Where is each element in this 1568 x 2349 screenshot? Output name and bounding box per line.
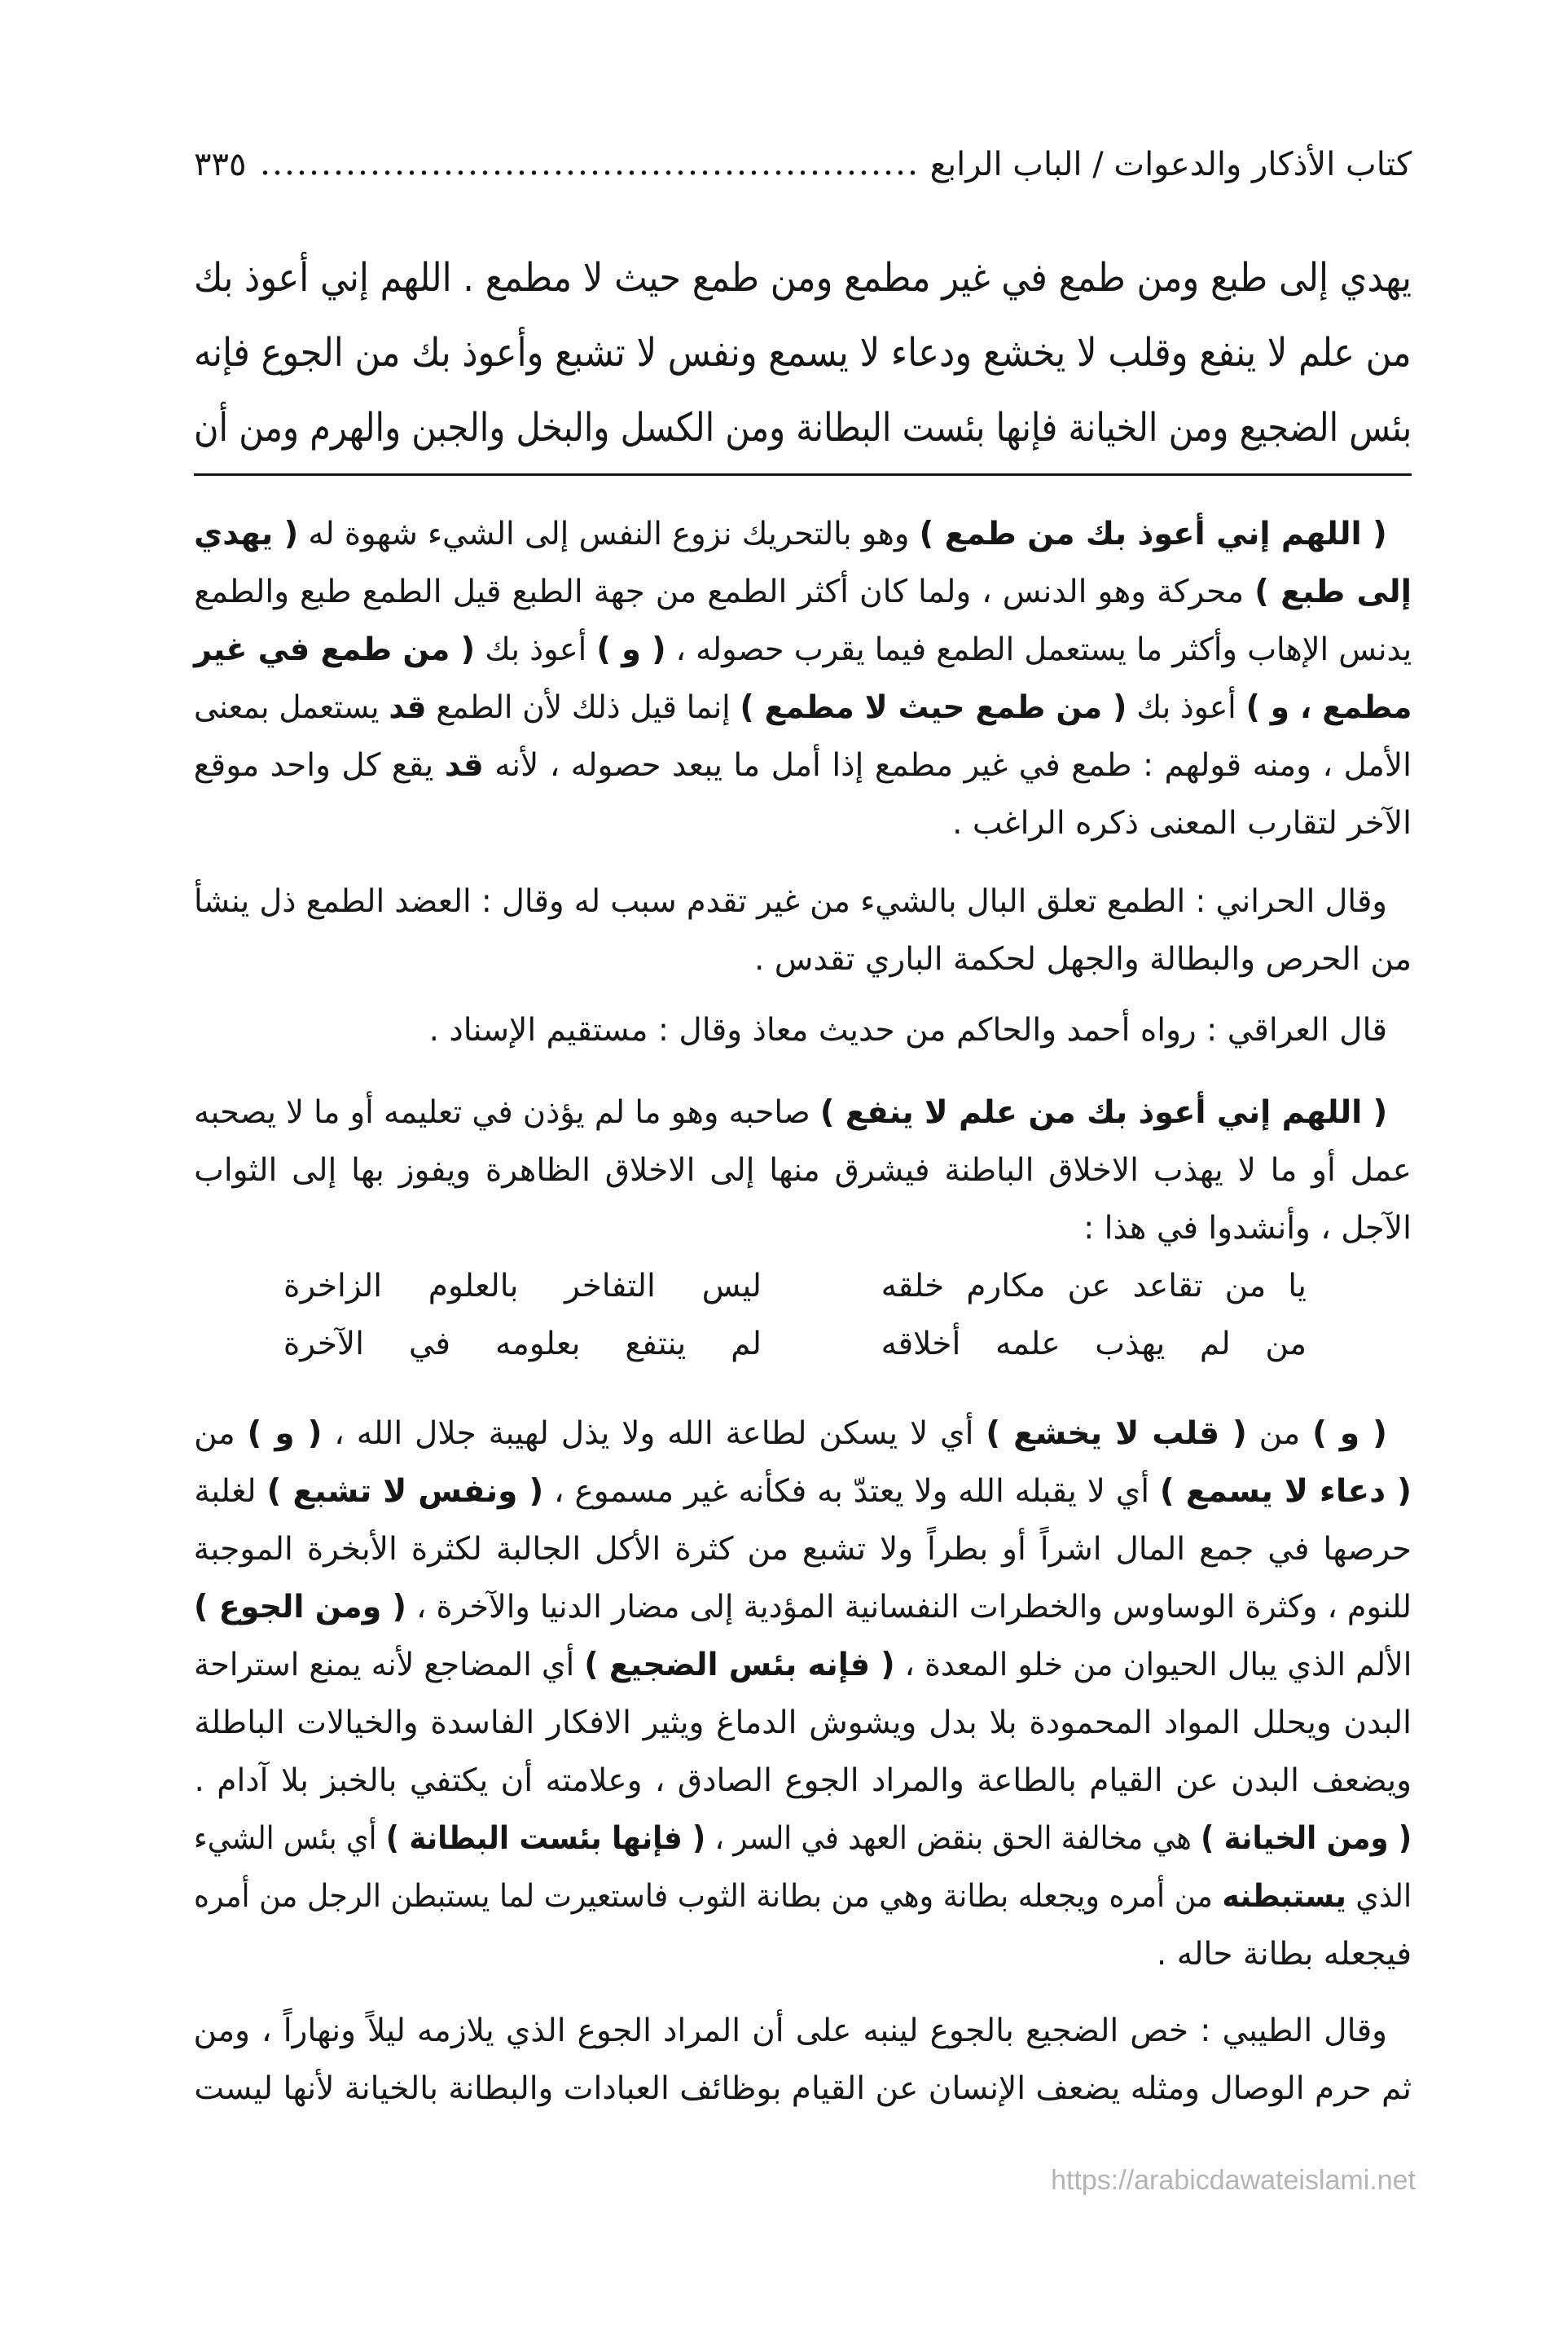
line-text — [194, 1636, 1412, 1694]
line-text — [194, 621, 1412, 679]
commentary-line — [194, 679, 1412, 737]
commentary-paragraph — [194, 2002, 1412, 2118]
commentary-text: من أمره ويجعله بطانة وهي من بطانة الثوب فاستعيرت لما يستبطن الرجل من أمره — [193, 1878, 1223, 1915]
commentary-paragraph — [194, 1001, 1412, 1059]
line-text — [194, 563, 1412, 621]
commentary-text: أعوذ بك — [474, 631, 597, 668]
commentary-text: من — [1246, 1415, 1313, 1452]
commentary-text: ويضعف البدن عن القيام بالطاعة والمراد الجوع الصادق ، وعلامته أن يكتفي بالخبز بلا آدام . — [194, 1762, 1412, 1799]
hemistich-text: من لم يهذب علمه أخلاقه — [881, 1326, 1307, 1362]
commentary-line — [194, 1084, 1387, 1142]
commentary-paragraph — [194, 505, 1412, 852]
line-text — [194, 679, 1412, 737]
watermark-url: https://arabicdawateislami.net — [1051, 2165, 1416, 2196]
commentary-line — [194, 737, 1412, 794]
hemistich-text: ليس التفاخر بالعلوم الزاخرة — [283, 1268, 762, 1304]
commentary-text: لغلبة — [194, 1473, 267, 1510]
line-text — [194, 1463, 1412, 1520]
poem-first-hemistich — [881, 1315, 1307, 1373]
line-text: من علم لا ينفع وقلب لا يخشع ودعاء لا يسمع ونفس لا تشبع وأعوذ بك من الجوع فإنه — [194, 330, 1412, 376]
commentary-paragraph — [194, 1084, 1412, 1257]
commentary-line — [194, 2060, 1412, 2118]
line-text — [194, 505, 1387, 563]
commentary-line — [194, 1405, 1387, 1463]
commentary-line — [194, 930, 1412, 988]
line-text — [194, 737, 1412, 794]
commentary-line — [194, 1463, 1412, 1520]
chapter-title: كتاب الأذكار والدعوات / الباب الرابع — [929, 146, 1412, 183]
commentary-line — [194, 2002, 1387, 2060]
commentary-line — [194, 563, 1412, 621]
matn-quote: ( فإنها بئست البطانة ) — [385, 1820, 706, 1857]
line-text — [195, 1752, 1412, 1810]
matn-quote: مطمع ، و ) — [1245, 689, 1412, 726]
commentary-text: من — [194, 1415, 248, 1452]
running-header — [194, 142, 1412, 187]
commentary-text: للنوم ، وكثرة الوساوس والخطرات النفسانية المؤدية إلى مضار الدنيا والآخرة ، — [406, 1589, 1412, 1625]
poem-verse — [194, 1257, 1412, 1315]
commentary-line — [194, 1001, 1387, 1059]
matn-quote: ( دعاء لا يسمع ) — [1159, 1473, 1412, 1510]
commentary-text: صاحبه وهو ما لم يؤذن في تعليمه أو ما لا يصحبه — [193, 1094, 820, 1131]
commentary-line — [194, 505, 1387, 563]
dot-leader — [259, 169, 916, 176]
matn-quote: إلى طبع ) — [1254, 574, 1412, 610]
commentary-text: الآخر لتقارب المعنى ذكره الراغب . — [952, 805, 1412, 842]
commentary-text: قال العراقي : رواه أحمد والحاكم من حديث معاذ وقال : مستقيم الإسناد . — [428, 1012, 1387, 1049]
commentary-text: من الحرص والبطالة والجهل لحكمة الباري تقدس . — [754, 941, 1412, 978]
commentary-text: يستعمل بمعنى — [193, 689, 389, 726]
line-text — [194, 1578, 1412, 1636]
line-text — [194, 1084, 1387, 1142]
commentary-line — [194, 1752, 1412, 1810]
commentary-line — [194, 1142, 1412, 1199]
matn-quote: ( و ) — [1312, 1415, 1387, 1452]
commentary-line — [194, 1578, 1412, 1636]
poem-second-hemistich — [283, 1257, 762, 1315]
matn-quote: ( فإنه بئس الضجيع ) — [583, 1647, 895, 1683]
main-text-line — [194, 315, 1412, 390]
commentary-line — [194, 1925, 1412, 1983]
commentary-text: وقال الطيبي : خص الضجيع بالجوع لينبه على أن المراد الجوع الذي يلازمه ليلاً ونهاراً ، ومن — [193, 2012, 1387, 2049]
commentary-text: أي بئس الشيء — [193, 1820, 386, 1857]
matn-quote: ( اللهم إني أعوذ بك من طمع ) — [919, 516, 1387, 552]
line-text — [1083, 1199, 1412, 1257]
commentary-line — [194, 794, 1412, 852]
commentary-text: الذي — [1346, 1878, 1412, 1915]
poem — [194, 1257, 1412, 1373]
commentary-text: الآجل ، وأنشدوا في هذا : — [1083, 1210, 1412, 1247]
page-number: ٣٣٥ — [194, 146, 247, 183]
matn-quote: ( من طمع في غير — [193, 631, 475, 668]
matn-quote: ( ومن الخيانة ) — [1200, 1820, 1412, 1857]
line-text — [194, 1405, 1387, 1463]
commentary-line — [194, 873, 1387, 930]
commentary-text: محركة وهو الدنس ، ولما كان أكثر الطمع من جهة الطبع قيل الطمع طبع والطمع — [194, 574, 1255, 610]
commentary-text: يقع كل واحد موقع — [193, 747, 445, 784]
line-text — [194, 873, 1387, 930]
matn-quote: ( و ) — [596, 631, 666, 668]
line-text — [194, 1520, 1412, 1578]
line-text — [194, 1694, 1412, 1752]
commentary-text: وهو بالتحريك نزوع النفس إلى الشيء شهوة له — [298, 516, 920, 552]
commentary-line — [194, 1810, 1412, 1867]
commentary-text: الألم الذي يبال الحيوان من خلو المعدة ، — [894, 1647, 1412, 1683]
commentary-text: فيجعله بطانة حاله . — [1156, 1936, 1412, 1973]
hemistich-text: يا من تقاعد عن مكارم خلقه — [881, 1268, 1307, 1304]
line-text: يهدي إلى طبع ومن طمع في غير مطمع ومن طمع حيث لا مطمع . اللهم إني أعوذ بك — [194, 255, 1412, 301]
hemistich-text: لم ينتفع بعلومه في الآخرة — [283, 1326, 762, 1362]
commentary-text: هي مخالفة الحق بنقض العهد في السر ، — [705, 1820, 1201, 1857]
main-text — [194, 240, 1412, 465]
line-text — [429, 1001, 1387, 1059]
poem-second-hemistich — [283, 1315, 762, 1373]
commentary-text: البدن ويحلل المواد المحمودة بلا بدل ويشوش الدماغ ويثير الافكار الفاسدة والخيالات الباطلة — [194, 1705, 1412, 1741]
commentary-paragraph — [194, 873, 1412, 988]
commentary-text: أي لا يسكن لطاعة الله ولا يذل لهيبة جلال الله ، — [322, 1415, 986, 1452]
commentary-text: أعوذ بك — [1126, 689, 1246, 726]
matn-quote: ( اللهم إني أعوذ بك من علم لا ينفع ) — [819, 1094, 1387, 1131]
line-text — [194, 2002, 1387, 2060]
commentary-line — [194, 1867, 1412, 1925]
commentary-paragraph — [194, 1405, 1412, 1983]
commentary-line — [194, 1199, 1412, 1257]
commentary-text: أي لا يقبله الله ولا يعتدّ به فكأنه غير مسموع ، — [543, 1473, 1160, 1510]
line-text — [194, 1810, 1412, 1867]
commentary-text: الأمل ، ومنه قولهم : طمع في غير مطمع إذا أمل ما يبعد حصوله ، لأنه — [483, 747, 1412, 784]
commentary — [194, 505, 1412, 2118]
commentary-text: أي المضاجع لأنه يمنع استراحة — [193, 1647, 584, 1683]
commentary-line — [194, 1694, 1412, 1752]
commentary-line — [194, 621, 1412, 679]
line-text — [952, 794, 1412, 852]
matn-quote: ( يهدي — [194, 516, 299, 552]
main-text-line — [194, 390, 1412, 465]
matn-quote: ( ونفس لا تشبع ) — [266, 1473, 544, 1510]
matn-quote: ( و ) — [247, 1415, 323, 1452]
matn-quote: ( قلب لا يخشع ) — [986, 1415, 1247, 1452]
line-text — [1157, 1925, 1412, 1983]
poem-first-hemistich — [881, 1257, 1307, 1315]
matn-quote: ( من طمع حيث لا مطمع ) — [740, 689, 1127, 726]
line-text — [754, 930, 1412, 988]
matn-quote: ( ومن الجوع ) — [194, 1589, 407, 1625]
matn-quote: قد — [388, 689, 427, 726]
footnote-separator-rule — [194, 473, 1412, 476]
commentary-text: حرصها في جمع المال اشراً أو بطراً ولا تشبع من كثرة الأكل الجالبة لكثرة الأبخرة الموجبة — [193, 1531, 1412, 1568]
line-text: بئس الضجيع ومن الخيانة فإنها بئست البطانة ومن الكسل والبخل والجبن والهرم ومن أن — [193, 405, 1412, 451]
commentary-text: إنما قيل ذلك لأن الطمع — [426, 689, 740, 726]
commentary-line — [194, 1636, 1412, 1694]
line-text — [194, 1867, 1412, 1925]
commentary-text: ثم حرم الوصال ومثله يضعف الإنسان عن القيام بوظائف العبادات والبطانة بالخيانة لأنها ليست — [194, 2070, 1412, 2107]
commentary-text: يدنس الإهاب وأكثر ما يستعمل الطمع فيما يقرب حصوله ، — [665, 631, 1412, 668]
commentary-text: وقال الحراني : الطمع تعلق البال بالشيء من غير تقدم سبب له وقال : العضد الطمع ذل ينشأ — [194, 883, 1387, 920]
commentary-line — [194, 1520, 1412, 1578]
poem-verse — [194, 1315, 1412, 1373]
commentary-text: عمل أو ما لا يهذب الاخلاق الباطنة فيشرق منها إلى الاخلاق الظاهرة ويفوز بها إلى الثواب — [194, 1152, 1412, 1189]
matn-quote: قد — [444, 747, 484, 784]
line-text — [194, 1142, 1412, 1199]
line-text — [194, 2060, 1412, 2118]
main-text-line — [194, 240, 1412, 315]
matn-quote: يستبطنه — [1222, 1878, 1346, 1915]
